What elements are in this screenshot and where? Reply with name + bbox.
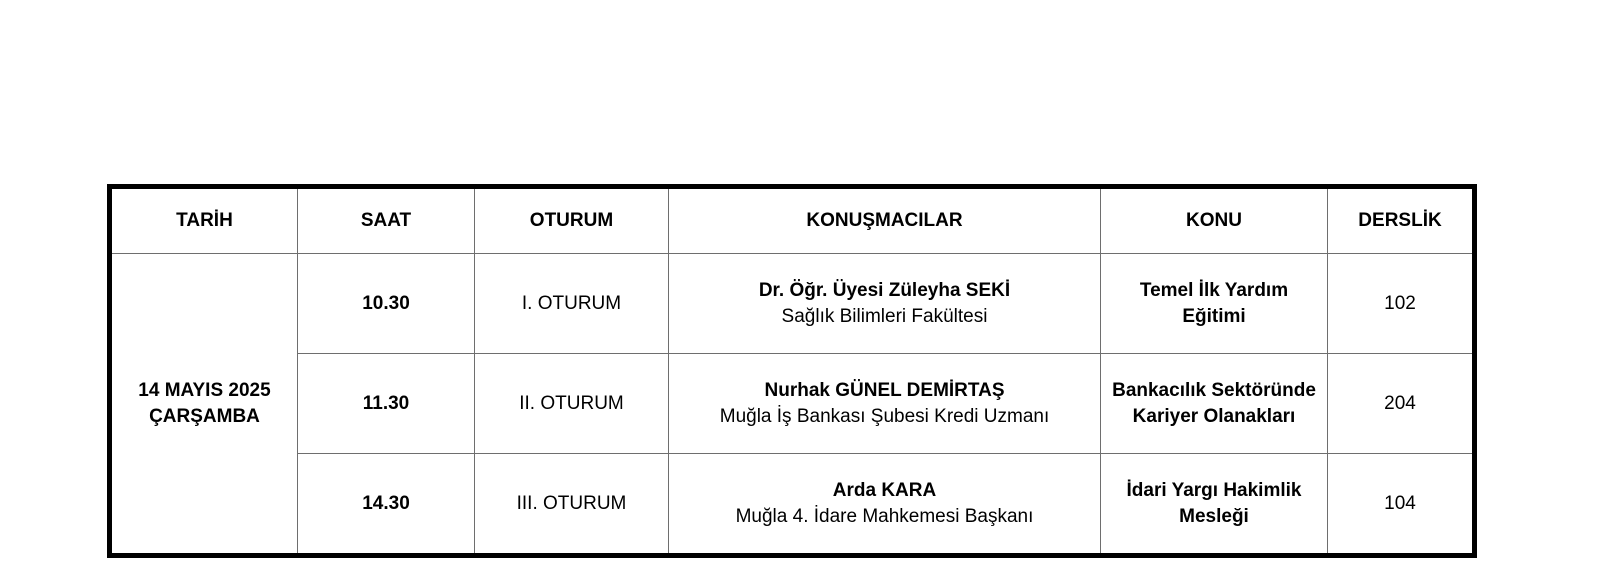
room-cell: 102 [1328, 254, 1475, 354]
topic-line: Kariyer Olanakları [1132, 405, 1296, 427]
topic-cell [1101, 454, 1328, 556]
date-line: 14 MAYIS 2025 [138, 379, 271, 401]
topic-line: Temel İlk Yardım [1139, 279, 1289, 301]
speaker-cell [669, 454, 1101, 556]
speaker-affiliation: Sağlık Bilimleri Fakültesi [781, 305, 988, 327]
topic-line: Bankacılık Sektöründe [1112, 379, 1316, 401]
speaker-cell [669, 354, 1101, 454]
topic-cell [1101, 354, 1328, 454]
speaker-name: Arda KARA [832, 479, 937, 501]
session-cell: III. OTURUM [475, 454, 669, 556]
time-cell: 11.30 [298, 354, 475, 454]
header-date: TARİH [110, 187, 298, 254]
speaker-name: Dr. Öğr. Üyesi Züleyha SEKİ [758, 279, 1011, 301]
table-row [110, 454, 1475, 556]
time-cell: 14.30 [298, 454, 475, 556]
session-cell: II. OTURUM [475, 354, 669, 454]
header-time: SAAT [298, 187, 475, 254]
weekday-line: ÇARŞAMBA [149, 405, 260, 427]
table-row [110, 354, 1475, 454]
room-cell: 104 [1328, 454, 1475, 556]
time-cell: 10.30 [298, 254, 475, 354]
topic-cell [1101, 254, 1328, 354]
header-session: OTURUM [475, 187, 669, 254]
speaker-affiliation: Muğla İş Bankası Şubesi Kredi Uzmanı [719, 405, 1050, 427]
session-cell: I. OTURUM [475, 254, 669, 354]
header-row [110, 187, 1475, 254]
speaker-affiliation: Muğla 4. İdare Mahkemesi Başkanı [735, 505, 1034, 527]
schedule-table [107, 184, 1477, 558]
header-speakers: KONUŞMACILAR [669, 187, 1101, 254]
date-cell [110, 254, 298, 556]
header-topic: KONU [1101, 187, 1328, 254]
speaker-name: Nurhak GÜNEL DEMİRTAŞ [764, 379, 1005, 401]
table-row [110, 254, 1475, 354]
topic-line: İdari Yargı Hakimlik [1126, 479, 1302, 501]
topic-line: Mesleği [1179, 505, 1249, 527]
header-room: DERSLİK [1328, 187, 1475, 254]
room-cell: 204 [1328, 354, 1475, 454]
topic-line: Eğitimi [1182, 305, 1246, 327]
speaker-cell [669, 254, 1101, 354]
